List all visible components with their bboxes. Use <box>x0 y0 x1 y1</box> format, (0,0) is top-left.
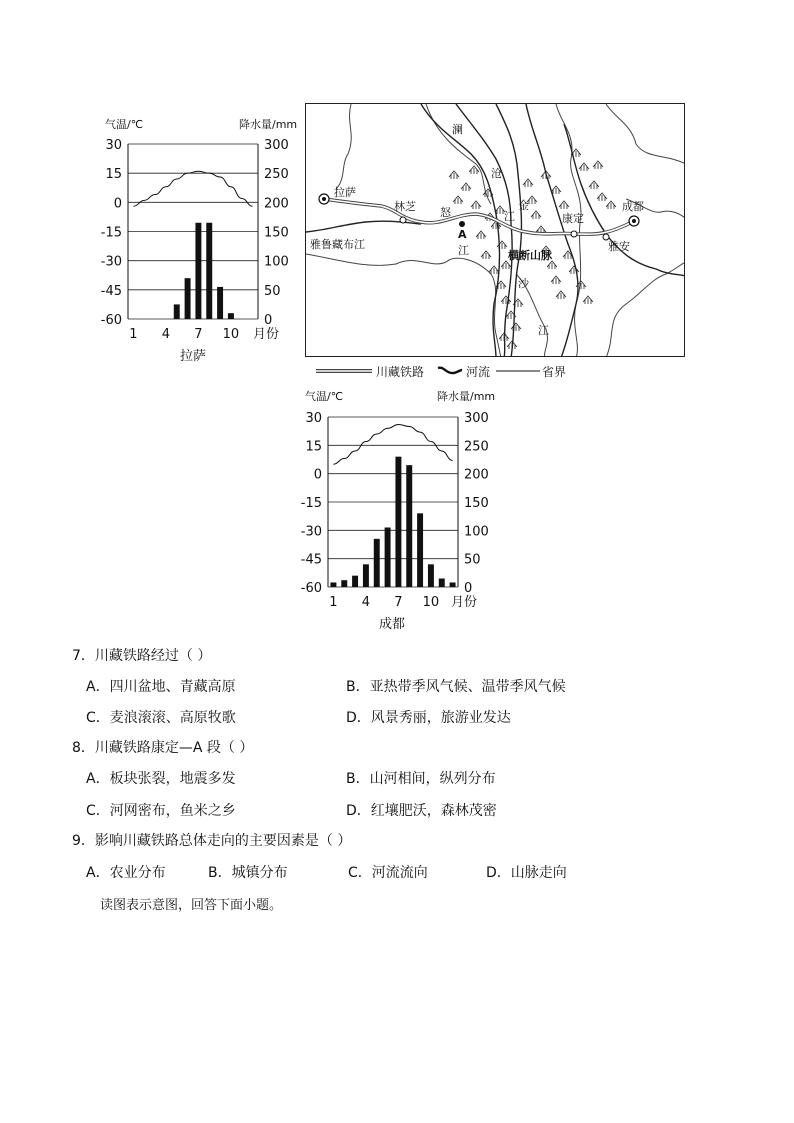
month-tick-label: 4 <box>361 595 371 610</box>
precip-tick-label: 50 <box>264 283 281 299</box>
precip-tick-label: 0 <box>264 313 273 328</box>
precipitation-bar <box>374 539 380 587</box>
precipitation-bar <box>174 304 180 319</box>
yaan-label: 雅安 <box>608 240 630 253</box>
precip-tick-label: 200 <box>464 467 489 483</box>
point-a-label: A <box>458 228 467 241</box>
precipitation-bar <box>428 564 434 587</box>
question-9-option-b[interactable]: B．城镇分布 <box>208 865 288 881</box>
hengduan-mountains-label: 横断山脉 <box>508 249 552 262</box>
climate-chart-lasa <box>95 112 305 372</box>
point-a-marker <box>459 221 465 227</box>
river-legend-symbol <box>436 364 464 378</box>
precip-tick-label: 250 <box>264 167 289 183</box>
linzhi-marker <box>400 217 406 223</box>
temp-tick-label: 15 <box>105 167 122 183</box>
mountain-symbol <box>511 323 521 331</box>
map-canvas <box>306 104 685 357</box>
mountain-symbol <box>481 251 491 259</box>
precipitation-bar <box>195 223 201 319</box>
mountain-symbol <box>583 296 593 304</box>
precipitation-bar <box>185 278 191 319</box>
precip-tick-label: 300 <box>264 138 289 153</box>
lancang-label-3: 江 <box>504 210 515 223</box>
mountain-symbol <box>501 261 511 269</box>
mountain-symbol <box>556 291 566 299</box>
river-legend-label: 河流 <box>466 365 491 379</box>
precipitation-bar <box>363 564 369 587</box>
precip-tick-label: 150 <box>264 225 289 241</box>
mountain-symbol <box>597 193 607 201</box>
railway-legend-label: 川藏铁路 <box>376 365 425 379</box>
temp-tick-label: 15 <box>305 439 322 455</box>
precip-tick-label: 50 <box>464 552 481 568</box>
precip-tick-label: 100 <box>264 254 289 270</box>
month-tick-label: 7 <box>394 595 403 610</box>
question-9-option-a[interactable]: A．农业分布 <box>86 865 166 881</box>
question-9-option-d[interactable]: D．山脉走向 <box>486 865 567 881</box>
temp-tick-label: 0 <box>313 467 322 483</box>
question-9-option-c[interactable]: C．河流流向 <box>348 865 428 881</box>
question-8-option-d[interactable]: D．红壤肥沃，森林茂密 <box>346 803 497 819</box>
lancang-label-1: 澜 <box>452 123 463 136</box>
temperature-curve <box>333 425 452 465</box>
mountain-symbol <box>523 179 533 187</box>
precip-axis-label: 降水量/mm <box>437 390 496 403</box>
precip-tick-label: 0 <box>464 581 473 596</box>
place-label: 拉萨 <box>180 349 207 364</box>
sichuan-tibet-railway-map <box>305 103 685 357</box>
mountain-symbol <box>593 161 603 169</box>
temp-tick-label: 0 <box>113 196 122 212</box>
rivers <box>306 104 685 357</box>
climate-chart-chengdu <box>295 384 505 644</box>
temp-axis-label: 气温/℃ <box>105 118 144 131</box>
precip-tick-label: 250 <box>464 439 489 455</box>
precip-tick-label: 300 <box>464 411 489 426</box>
lancang-label-2: 沧 <box>491 167 502 180</box>
month-tick-label: 7 <box>194 327 203 342</box>
question-7-option-b[interactable]: B．亚热带季风气候、温带季风气候 <box>346 679 566 695</box>
question-7-option-c[interactable]: C．麦浪滚滚、高原牧歌 <box>86 710 236 726</box>
mountain-symbol <box>551 276 561 284</box>
precipitation-bar <box>352 576 358 587</box>
reading-instruction: 读图表示意图，回答下面小题。 <box>100 898 283 913</box>
month-tick-label: 4 <box>161 327 171 342</box>
precipitation-bar <box>330 582 336 587</box>
linzhi-label: 林芝 <box>394 200 416 213</box>
month-tick-label: 10 <box>222 327 240 342</box>
map-legend <box>310 363 690 381</box>
month-tick-label: 1 <box>129 327 138 342</box>
temp-tick-label: -45 <box>300 552 322 568</box>
yarlung-river-label: 雅鲁藏布江 <box>310 238 365 251</box>
temp-tick-label: 30 <box>305 411 322 426</box>
mountain-symbol <box>507 341 517 349</box>
nu-river-label: 怒 <box>440 206 451 219</box>
plot-area <box>301 411 489 610</box>
mountain-symbol <box>559 201 569 209</box>
mountain-symbol <box>531 211 541 219</box>
month-tick-label: 1 <box>329 595 338 610</box>
precipitation-bar <box>206 223 212 319</box>
temp-tick-label: -45 <box>100 283 122 299</box>
precipitation-bar <box>341 580 347 587</box>
lasa-label: 拉萨 <box>334 186 356 199</box>
mountain-symbol <box>547 261 557 269</box>
question-8-stem: 8．川藏铁路康定—A 段（ ） <box>72 740 254 756</box>
question-7-stem: 7．川藏铁路经过（ ） <box>72 648 212 664</box>
temp-tick-label: -30 <box>100 254 122 270</box>
temp-tick-label: -15 <box>300 496 322 511</box>
precipitation-bar <box>417 513 423 587</box>
precip-tick-label: 200 <box>264 196 289 212</box>
mountain-symbol <box>589 181 599 189</box>
temp-tick-label: -15 <box>100 225 122 241</box>
nu-river-label-2: 江 <box>458 244 469 257</box>
mountain-symbol <box>606 201 616 209</box>
jinsha-label-3: 江 <box>538 324 549 337</box>
precipitation-bar <box>439 579 445 588</box>
temperature-curve <box>133 171 252 206</box>
province-boundaries <box>306 104 685 357</box>
jinsha-label-1: 金 <box>518 199 529 212</box>
mountain-symbol <box>501 296 511 304</box>
plot-area <box>101 138 289 342</box>
mountain-symbol <box>476 231 486 239</box>
mountain-symbol <box>579 163 589 171</box>
mountain-symbol <box>569 266 579 274</box>
month-tick-label: 10 <box>422 595 440 610</box>
kangding-label: 康定 <box>562 212 584 225</box>
boundary-legend-symbol <box>496 367 540 375</box>
precip-tick-label: 150 <box>464 496 489 511</box>
mountain-symbol <box>469 166 479 174</box>
chengdu-label: 成都 <box>622 200 644 213</box>
mountain-symbol <box>489 266 499 274</box>
precipitation-bar <box>228 313 234 319</box>
temp-tick-label: -30 <box>300 524 322 540</box>
precipitation-bar <box>385 528 391 588</box>
temp-axis-label: 气温/℃ <box>305 390 344 403</box>
kangding-marker <box>571 231 577 237</box>
question-9-stem: 9．影响川藏铁路总体走向的主要因素是（ ） <box>72 833 352 849</box>
precipitation-bar <box>406 465 412 587</box>
temp-tick-label: -60 <box>300 581 322 596</box>
question-7-option-a[interactable]: A．四川盆地、青藏高原 <box>86 679 236 695</box>
temp-tick-label: -60 <box>100 313 122 328</box>
precip-axis-label: 降水量/mm <box>239 118 298 131</box>
railway-legend-symbol <box>316 367 372 375</box>
question-7-option-d[interactable]: D．风景秀丽，旅游业发达 <box>346 710 511 726</box>
question-8-option-b[interactable]: B．山河相间，纵列分布 <box>346 771 496 787</box>
jinsha-label-2: 沙 <box>518 277 529 290</box>
mountain-symbol <box>461 183 471 191</box>
question-8-option-a[interactable]: A．板块张裂，地震多发 <box>86 771 236 787</box>
precip-tick-label: 100 <box>464 524 489 540</box>
place-label: 成都 <box>379 617 406 632</box>
mountain-symbol <box>453 196 463 204</box>
precipitation-bar <box>395 457 401 587</box>
mountain-symbol <box>471 201 481 209</box>
month-unit-label: 月份 <box>253 327 280 342</box>
precipitation-bar <box>217 287 223 319</box>
month-unit-label: 月份 <box>451 595 478 610</box>
temp-tick-label: 30 <box>105 138 122 153</box>
precipitation-bar <box>450 582 456 587</box>
boundary-legend-label: 省界 <box>542 365 567 379</box>
question-8-option-c[interactable]: C．河网密布，鱼米之乡 <box>86 803 236 819</box>
mountain-symbol <box>449 171 459 179</box>
